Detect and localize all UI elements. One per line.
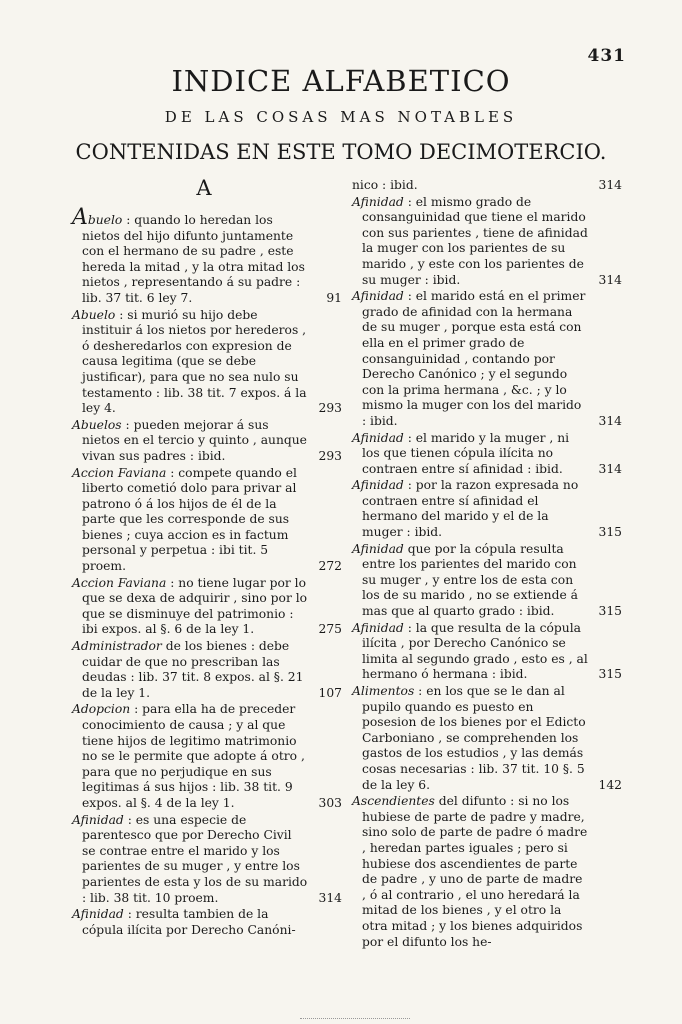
index-entry [72,639,342,701]
entry-text: : compete quando el liberto cometió dolo para privar al patrono ó á los hijos de él de la parte que les corresponde de sus bienes ; cuya accion es in factum personal y perpetua : ibi tit. 5 proem. [82,465,297,574]
entry-initial: A [72,205,88,230]
entry-text: : pueden mejorar á sus nietos en el tercio y quinto , aunque vivan sus padres : ibid. [82,417,307,463]
entry-headword: Adopcion [72,702,131,717]
index-entry [72,205,342,307]
entry-page-ref: 315 [598,667,622,682]
index-entry [72,702,342,811]
entry-headword: Afinidad [352,478,404,493]
entry-text: : el marido y la muger , ni los que tienen cópula ilícita no contraen entre sí afinidad : ibid. [362,430,570,476]
index-entry [352,542,622,620]
index-subtitle-volume: CONTENIDAS EN ESTE TOMO DECIMOTERCIO. [75,140,607,164]
entry-page-ref: 91 [326,290,342,305]
entry-headword: Abuelo [72,307,116,322]
entry-page-ref: 314 [598,178,622,192]
entry-text: : por la razon expresada no contraen entre sí afinidad el hermano del marido y el de la muger : ibid. [362,478,579,540]
entry-page-ref: 272 [318,559,342,574]
entry-headword: Afinidad [352,194,404,209]
entry-text: : el marido está en el primer grado de afinidad con la hermana de su muger , porque esta está con ella en el primer grado de consanguinidad , contando por Derecho Canónico ; y el segundo con la prima hermana , &c. ; y lo mismo la muger con los del marido : ibid. [362,289,586,428]
left-column [72,205,342,939]
entry-headword: Abuelos [72,417,122,432]
index-entry [72,308,342,417]
entry-page-ref: 275 [318,622,342,637]
entry-text: del difunto : si no los hubiese de parte de padre y madre, sino solo de parte de padre ó madre , heredan partes iguales ; pero si hubiese dos ascendientes de parte de padre , y uno de parte de madre , ó al contrario , el uno heredará la mitad de los bienes , y el otro la otra mitad ; y los bienes adquiridos por el difunto los he- [362,794,588,949]
entry-page-ref: 142 [598,777,622,792]
entry-page-ref: 314 [598,272,622,287]
entry-headword: Alimentos [352,684,415,698]
index-entry [72,907,342,938]
entry-text: : el mismo grado de consanguinidad que tiene el marido con sus parientes , tiene de afinidad la muger con los parientes de su marido , y este con los parientes de su muger : ibid. [362,194,588,287]
entry-headword: Afinidad [72,907,124,922]
entry-headword: Afinidad [352,289,404,304]
entry-headword: Accion Faviana [72,465,167,480]
index-entry [352,794,622,950]
entry-page-ref: 293 [318,448,342,463]
index-title: INDICE ALFABETICO [171,64,511,98]
entry-text: : es una especie de parentesco que por Derecho Civil se contrae entre el marido y los parientes de su muger , y entre los parientes de esta y los de su marido : lib. 38 tit. 10 proem. [82,812,308,905]
entry-headword: Afinidad [352,541,404,556]
entry-text: de los bienes : debe cuidar de que no prescriban las deudas : lib. 37 tit. 8 expos. al §. 21 de la ley 1. [82,639,304,700]
entry-text: : no tiene lugar por lo que se dexa de adquirir , sino por lo que se disminuye del patrimonio : ibi expos. al §. 6 de la ley 1. [82,575,308,637]
index-entry [352,478,622,540]
index-entry [72,418,342,465]
page-number: 431 [587,46,626,66]
entry-headword: Ascendientes [352,794,435,809]
entry-text: que por la cópula resulta entre los parientes del marido con su muger , y entre los de esta con los de su marido , no se extiende á mas que al quarto grado : ibid. [362,541,578,619]
footer-divider [300,1018,410,1021]
entry-page-ref: 303 [318,795,342,810]
right-column [352,178,622,951]
entry-page-ref: 314 [318,890,342,905]
entry-text: nico : ibid. [352,178,418,192]
index-entry [72,576,342,638]
entry-headword: buelo [87,213,123,227]
index-entry [352,684,622,793]
entry-page-ref: 314 [598,413,622,428]
entry-text: : si murió su hijo debe instituir á los nietos por herederos , ó desheredarlos con expresion de causa legitima (que se debe justificar), para que no sea nulo su testamento : lib. 38 tit. 7 expos. á la ley 4. [82,307,307,416]
entry-headword: Afinidad [352,620,404,635]
entry-headword: Administrador [72,639,162,654]
index-subtitle: DE LAS COSAS MAS NOTABLES [164,108,518,126]
entry-page-ref: 107 [318,685,342,700]
index-entry [352,621,622,683]
index-entry [72,466,342,575]
entry-page-ref: 314 [598,461,622,476]
entry-text: : para ella ha de preceder conocimiento de causa ; y al que tiene hijos de legitimo matrimonio no se le permite que adopte á otro , para que no perjudique en sus legitimas á sus hijos : lib. 38 tit. 9 expos. al §. 4 de la ley 1. [82,702,305,810]
entry-text: : quando lo heredan los nietos del hijo difunto juntamente con el hermano de su padre , este hereda la mitad , y la otra mitad los nietos , representando á su padre : lib. 37 tit. 6 ley 7. [82,213,305,305]
entry-headword: Afinidad [352,430,404,445]
index-entry [352,195,622,289]
entry-headword: Accion Faviana [72,575,167,590]
index-entry [352,431,622,478]
entry-text: : resulta tambien de la cópula ilícita por Derecho Canóni- [82,907,296,937]
entry-page-ref: 315 [598,525,622,540]
index-entry [352,289,622,429]
index-entry [352,178,622,194]
entry-page-ref: 293 [318,401,342,416]
section-letter: A [196,176,212,200]
entry-text: : la que resulta de la cópula ilícita , por Derecho Canónico se limita al segundo grado , esto es , al hermano ó hermana : ibid. [362,620,588,682]
entry-page-ref: 315 [598,604,622,619]
entry-headword: Afinidad [72,812,124,827]
index-entry [72,813,342,907]
entry-text: : en los que se le dan al pupilo quando es puesto en posesion de los bienes por el Edicto Carboniano , se comprehenden los gastos de los estudios , y las demás cosas necesarias : lib. 37 tit. 10 §. 5 de la ley 6. [362,684,586,792]
